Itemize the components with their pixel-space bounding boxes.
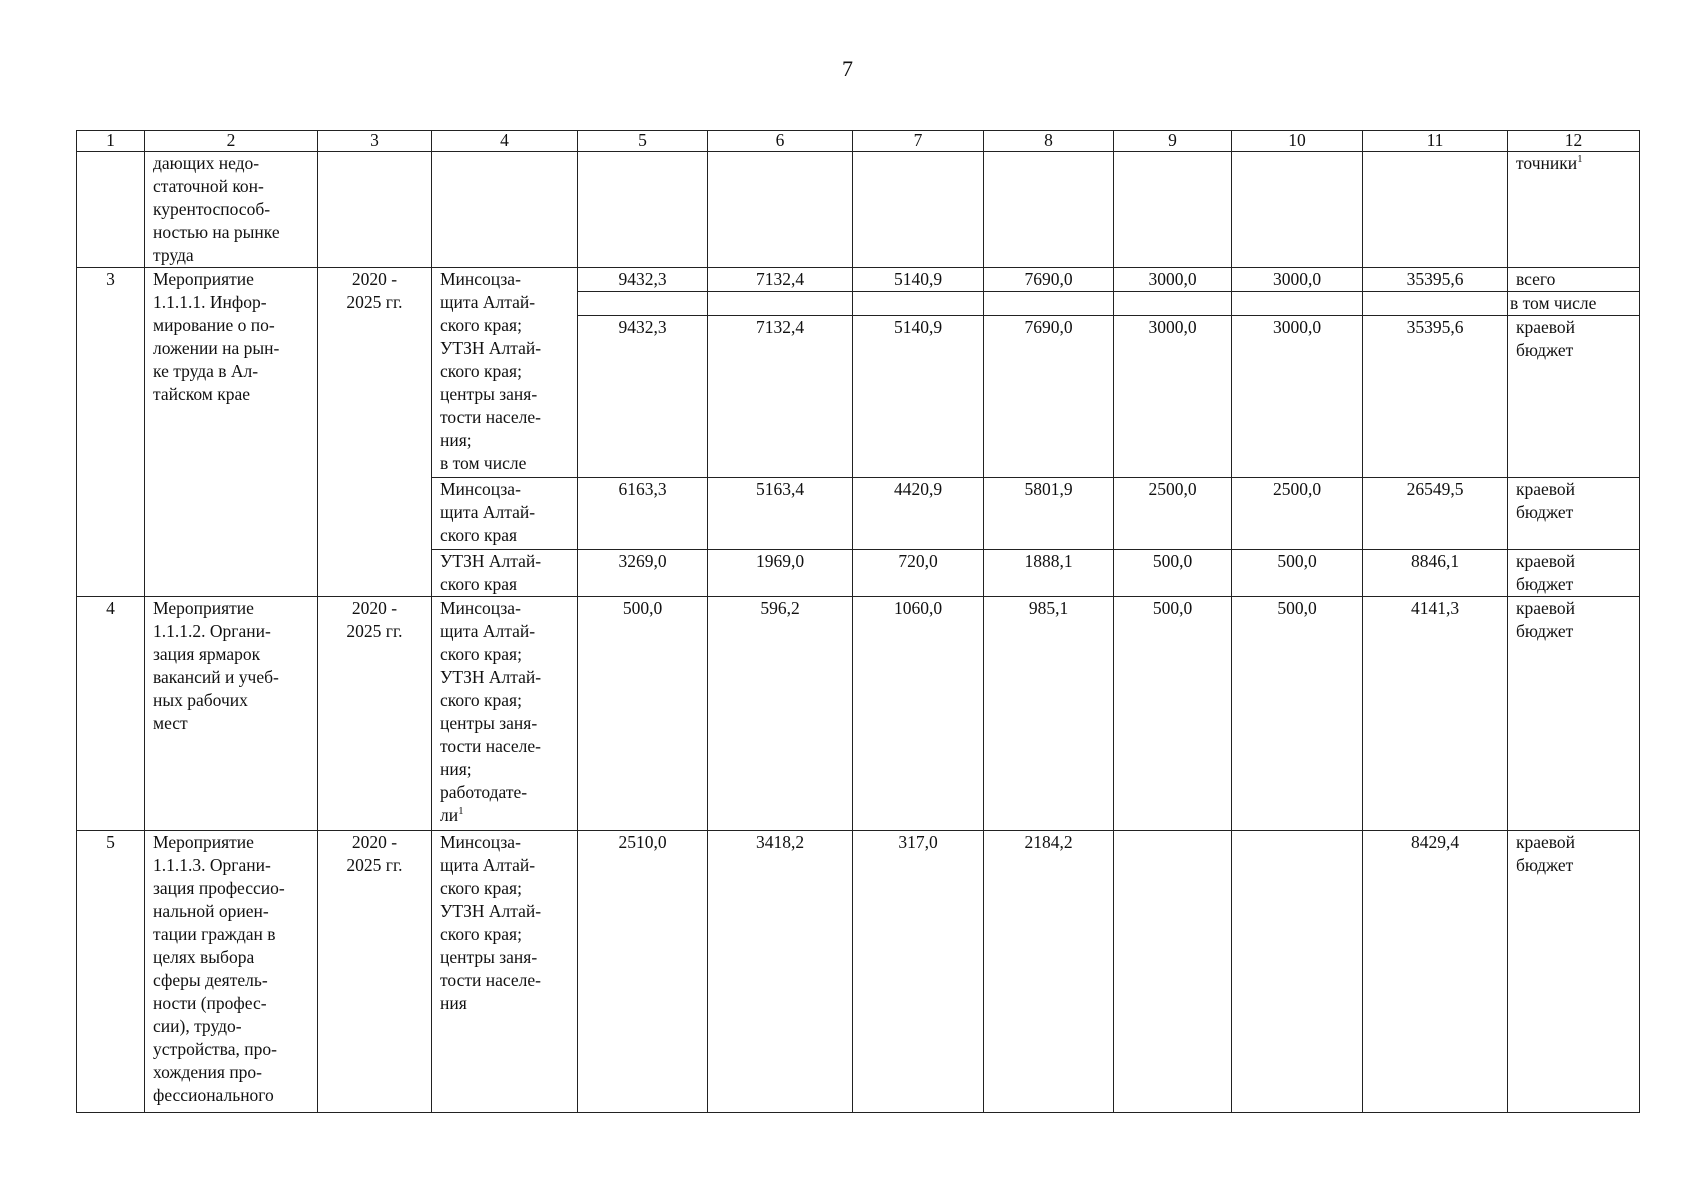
table-row xyxy=(77,268,1640,292)
value-cell xyxy=(708,152,853,268)
value-cell: 26549,5 xyxy=(1363,478,1508,550)
executor-cell xyxy=(432,152,578,268)
header-cell: 5 xyxy=(578,131,708,152)
text-line: щита Алтай- xyxy=(440,855,536,875)
measure-name-cell xyxy=(145,152,318,268)
text-line: ке труда в Ал- xyxy=(153,361,259,381)
value-cell xyxy=(1114,292,1232,316)
value-cell xyxy=(1363,292,1508,316)
text-line: бюджет xyxy=(1516,502,1574,522)
text-line: краевой xyxy=(1516,317,1576,337)
executor-cell xyxy=(432,478,578,550)
value-cell: 3418,2 xyxy=(708,831,853,1113)
text-line: 2020 - xyxy=(351,832,398,852)
value-cell: 985,1 xyxy=(984,597,1114,831)
text-line: мест xyxy=(153,713,188,733)
value-cell xyxy=(1363,152,1508,268)
text-line: краевой xyxy=(1516,598,1576,618)
period-cell xyxy=(318,597,432,831)
text-line: центры заня- xyxy=(440,947,538,967)
text-line: целях выбора xyxy=(153,947,255,967)
text-line: сферы деятель- xyxy=(153,970,268,990)
executor-cell xyxy=(432,268,578,478)
text-line: 2025 гг. xyxy=(346,292,403,312)
header-cell: 6 xyxy=(708,131,853,152)
text-line: Минсоцза- xyxy=(440,479,521,499)
row-number-cell: 5 xyxy=(77,831,145,1113)
value-cell: 1969,0 xyxy=(708,550,853,597)
value-cell: 500,0 xyxy=(1114,550,1232,597)
value-cell: 7132,4 xyxy=(708,268,853,292)
text-line: краевой xyxy=(1516,551,1576,571)
value-cell: 9432,3 xyxy=(578,316,708,478)
value-cell: 500,0 xyxy=(1232,597,1363,831)
text-line: щита Алтай- xyxy=(440,621,536,641)
executor-cell xyxy=(432,831,578,1113)
text-line: 2020 - xyxy=(351,269,398,289)
value-cell: 35395,6 xyxy=(1363,316,1508,478)
source-cell: в том числе xyxy=(1508,292,1640,316)
value-cell: 5163,4 xyxy=(708,478,853,550)
text-line: устройства, про- xyxy=(153,1039,277,1059)
source-cell xyxy=(1508,152,1640,268)
text-line: УТЗН Алтай- xyxy=(440,667,542,687)
value-cell: 5801,9 xyxy=(984,478,1114,550)
value-cell: 3000,0 xyxy=(1114,316,1232,478)
text-line: Минсоцза- xyxy=(440,598,521,618)
value-cell: 4420,9 xyxy=(853,478,984,550)
text-line: щита Алтай- xyxy=(440,502,536,522)
source-label: точники xyxy=(1516,153,1578,173)
text-line: ского края; xyxy=(440,924,522,944)
text-line: бюджет xyxy=(1516,855,1574,875)
text-line: работодате- xyxy=(440,782,528,802)
text-line: ния xyxy=(440,993,467,1013)
value-cell: 8846,1 xyxy=(1363,550,1508,597)
footnote-mark: 1 xyxy=(458,805,464,818)
value-cell: 720,0 xyxy=(853,550,984,597)
source-cell xyxy=(1508,316,1640,478)
text-line: курентоспособ- xyxy=(153,199,271,219)
text-line: тости населе- xyxy=(440,970,541,990)
text-line: ского края; xyxy=(440,878,522,898)
value-cell: 3269,0 xyxy=(578,550,708,597)
source-cell xyxy=(1508,550,1640,597)
text-line: вакансий и учеб- xyxy=(153,667,279,687)
text-line: УТЗН Алтай- xyxy=(440,338,542,358)
header-row xyxy=(77,131,1640,152)
text-line: ского края; xyxy=(440,644,522,664)
text-line: зация ярмарок xyxy=(153,644,261,664)
value-cell xyxy=(1114,152,1232,268)
text-line: 1.1.1.3. Органи- xyxy=(153,855,271,875)
footnote-mark: 1 xyxy=(1577,153,1583,166)
text-line: УТЗН Алтай- xyxy=(440,551,542,571)
text-line: УТЗН Алтай- xyxy=(440,901,542,921)
text-line: Минсоцза- xyxy=(440,269,521,289)
value-cell: 7690,0 xyxy=(984,268,1114,292)
text-line: 2020 - xyxy=(351,598,398,618)
period-cell xyxy=(318,831,432,1113)
value-cell: 500,0 xyxy=(1232,550,1363,597)
header-cell: 7 xyxy=(853,131,984,152)
executor-cell xyxy=(432,597,578,831)
value-cell xyxy=(1232,292,1363,316)
text-line: Мероприятие xyxy=(153,269,254,289)
text-line: сии), трудо- xyxy=(153,1016,242,1036)
text-line: центры заня- xyxy=(440,713,538,733)
value-cell: 2510,0 xyxy=(578,831,708,1113)
text-line: бюджет xyxy=(1516,574,1574,594)
header-cell: 12 xyxy=(1508,131,1640,152)
header-cell: 9 xyxy=(1114,131,1232,152)
text-fragment: ли xyxy=(440,805,459,825)
text-line: бюджет xyxy=(1516,621,1574,641)
row-number-cell: 4 xyxy=(77,597,145,831)
header-cell: 4 xyxy=(432,131,578,152)
measure-name-cell xyxy=(145,268,318,597)
value-cell xyxy=(984,152,1114,268)
text-line: ского края xyxy=(440,525,518,545)
value-cell xyxy=(984,292,1114,316)
value-cell: 5140,9 xyxy=(853,316,984,478)
value-cell: 596,2 xyxy=(708,597,853,831)
text-line: 2025 гг. xyxy=(346,621,403,641)
text-line: мирование о по- xyxy=(153,315,275,335)
value-cell xyxy=(853,152,984,268)
text-line: тайском крае xyxy=(153,384,251,404)
header-cell: 3 xyxy=(318,131,432,152)
value-cell xyxy=(578,152,708,268)
text-line: ности (профес- xyxy=(153,993,267,1013)
text-line: тации граждан в xyxy=(153,924,276,944)
text-line: статочной кон- xyxy=(153,176,264,196)
text-line: хождения про- xyxy=(153,1062,263,1082)
table-row xyxy=(77,831,1640,1113)
header-cell: 8 xyxy=(984,131,1114,152)
value-cell: 9432,3 xyxy=(578,268,708,292)
page-number: 7 xyxy=(842,56,853,81)
value-cell: 5140,9 xyxy=(853,268,984,292)
executor-cell xyxy=(432,550,578,597)
budget-table xyxy=(76,130,1640,1113)
table-row xyxy=(77,597,1640,831)
text-line: краевой xyxy=(1516,479,1576,499)
text-line: Мероприятие xyxy=(153,832,254,852)
value-cell: 2500,0 xyxy=(1114,478,1232,550)
value-cell: 8429,4 xyxy=(1363,831,1508,1113)
text-line: ния; xyxy=(440,759,472,779)
text-line: ностью на рынке xyxy=(153,222,280,242)
value-cell: 3000,0 xyxy=(1232,316,1363,478)
source-cell: всего xyxy=(1508,268,1640,292)
text-line: нальной ориен- xyxy=(153,901,269,921)
row-number-cell: 3 xyxy=(77,268,145,597)
source-cell xyxy=(1508,597,1640,831)
text-line: бюджет xyxy=(1516,340,1574,360)
value-cell: 500,0 xyxy=(578,597,708,831)
value-cell: 7690,0 xyxy=(984,316,1114,478)
value-cell: 2500,0 xyxy=(1232,478,1363,550)
text-line: краевой xyxy=(1516,832,1576,852)
text-line: щита Алтай- xyxy=(440,292,536,312)
text-line: 2025 гг. xyxy=(346,855,403,875)
source-cell xyxy=(1508,831,1640,1113)
value-cell: 1060,0 xyxy=(853,597,984,831)
value-cell xyxy=(853,292,984,316)
value-cell: 500,0 xyxy=(1114,597,1232,831)
value-cell: 6163,3 xyxy=(578,478,708,550)
value-cell: 1888,1 xyxy=(984,550,1114,597)
value-cell xyxy=(1232,152,1363,268)
value-cell xyxy=(1114,831,1232,1113)
text-line: тости населе- xyxy=(440,407,541,427)
measure-name-cell xyxy=(145,831,318,1113)
text-line: ского края; xyxy=(440,690,522,710)
value-cell: 2184,2 xyxy=(984,831,1114,1113)
measure-name-cell xyxy=(145,597,318,831)
value-cell: 4141,3 xyxy=(1363,597,1508,831)
text-line: ложении на рын- xyxy=(153,338,280,358)
text-line: фессионального xyxy=(153,1085,274,1105)
text-line: ных рабочих xyxy=(153,690,248,710)
header-cell: 2 xyxy=(145,131,318,152)
text-line: 1.1.1.1. Инфор- xyxy=(153,292,267,312)
period-cell xyxy=(318,268,432,597)
text-line: Мероприятие xyxy=(153,598,254,618)
text-line: тости населе- xyxy=(440,736,541,756)
text-line: в том числе xyxy=(440,453,527,473)
period-cell xyxy=(318,152,432,268)
source-cell xyxy=(1508,478,1640,550)
header-cell: 10 xyxy=(1232,131,1363,152)
value-cell: 3000,0 xyxy=(1114,268,1232,292)
row-number-cell xyxy=(77,152,145,268)
text-line: дающих недо- xyxy=(153,153,260,173)
text-line: ского края; xyxy=(440,361,522,381)
value-cell xyxy=(708,292,853,316)
value-cell: 317,0 xyxy=(853,831,984,1113)
value-cell: 35395,6 xyxy=(1363,268,1508,292)
text-line xyxy=(440,804,569,827)
value-cell xyxy=(578,292,708,316)
text-line: труда xyxy=(153,245,194,265)
header-cell: 1 xyxy=(77,131,145,152)
text-line: ского края xyxy=(440,574,518,594)
text-line: Минсоцза- xyxy=(440,832,521,852)
value-cell: 7132,4 xyxy=(708,316,853,478)
text-line: зация профессио- xyxy=(153,878,285,898)
text-line: ния; xyxy=(440,430,472,450)
value-cell: 3000,0 xyxy=(1232,268,1363,292)
text-line: 1.1.1.2. Органи- xyxy=(153,621,271,641)
header-cell: 11 xyxy=(1363,131,1508,152)
text-line: центры заня- xyxy=(440,384,538,404)
text-line: ского края; xyxy=(440,315,522,335)
table-row xyxy=(77,152,1640,268)
value-cell xyxy=(1232,831,1363,1113)
